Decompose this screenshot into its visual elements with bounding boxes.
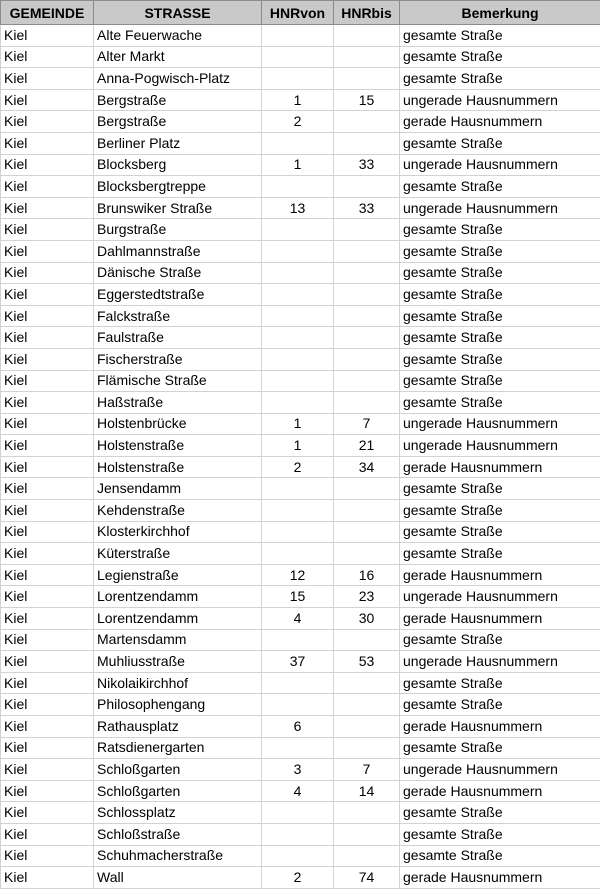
cell-strasse[interactable]: Martensdamm <box>94 629 262 651</box>
cell-strasse[interactable]: Schloßgarten <box>94 780 262 802</box>
cell-hnrvon[interactable] <box>262 694 334 716</box>
cell-hnrvon[interactable] <box>262 240 334 262</box>
table-row <box>1 370 600 392</box>
cell-strasse[interactable]: Wall <box>94 867 262 889</box>
table-row <box>1 176 600 198</box>
cell-bemerkung[interactable]: gesamte Straße <box>400 240 600 262</box>
table-row <box>1 89 600 111</box>
cell-hnrvon[interactable] <box>262 500 334 522</box>
cell-hnrbis[interactable] <box>334 132 400 154</box>
cell-bemerkung[interactable]: gerade Hausnummern <box>400 716 600 738</box>
cell-gemeinde[interactable]: Kiel <box>1 111 94 133</box>
table-row <box>1 759 600 781</box>
cell-bemerkung[interactable]: ungerade Hausnummern <box>400 197 600 219</box>
cell-hnrvon[interactable] <box>262 521 334 543</box>
cell-hnrbis[interactable]: 15 <box>334 89 400 111</box>
table-row <box>1 694 600 716</box>
cell-strasse[interactable]: Jensendamm <box>94 478 262 500</box>
cell-strasse[interactable]: Schloßgarten <box>94 759 262 781</box>
cell-hnrvon[interactable] <box>262 737 334 759</box>
cell-bemerkung[interactable]: gesamte Straße <box>400 694 600 716</box>
table-row <box>1 478 600 500</box>
cell-strasse[interactable]: Bergstraße <box>94 111 262 133</box>
cell-bemerkung[interactable]: gerade Hausnummern <box>400 780 600 802</box>
cell-hnrbis[interactable] <box>334 348 400 370</box>
cell-gemeinde[interactable]: Kiel <box>1 176 94 198</box>
cell-bemerkung[interactable]: gesamte Straße <box>400 521 600 543</box>
cell-hnrbis[interactable] <box>334 327 400 349</box>
cell-strasse[interactable]: Holstenbrücke <box>94 413 262 435</box>
cell-gemeinde[interactable]: Kiel <box>1 823 94 845</box>
cell-strasse[interactable]: Dänische Straße <box>94 262 262 284</box>
cell-hnrbis[interactable] <box>334 802 400 824</box>
cell-hnrbis[interactable] <box>334 629 400 651</box>
cell-gemeinde[interactable]: Kiel <box>1 154 94 176</box>
cell-gemeinde[interactable]: Kiel <box>1 608 94 630</box>
cell-hnrvon[interactable]: 2 <box>262 456 334 478</box>
cell-hnrvon[interactable] <box>262 327 334 349</box>
table-row <box>1 284 600 306</box>
cell-hnrvon[interactable] <box>262 672 334 694</box>
table-row <box>1 500 600 522</box>
cell-hnrbis[interactable] <box>334 68 400 90</box>
header-gemeinde[interactable]: GEMEINDE <box>1 1 94 25</box>
cell-hnrvon[interactable] <box>262 823 334 845</box>
cell-hnrvon[interactable] <box>262 478 334 500</box>
cell-strasse[interactable]: Ratsdienergarten <box>94 737 262 759</box>
cell-hnrbis[interactable]: 33 <box>334 197 400 219</box>
cell-bemerkung[interactable]: gerade Hausnummern <box>400 608 600 630</box>
table-row <box>1 68 600 90</box>
cell-hnrvon[interactable] <box>262 219 334 241</box>
header-strasse[interactable]: STRASSE <box>94 1 262 25</box>
table-row <box>1 413 600 435</box>
cell-hnrbis[interactable]: 21 <box>334 435 400 457</box>
cell-gemeinde[interactable]: Kiel <box>1 262 94 284</box>
cell-bemerkung[interactable]: ungerade Hausnummern <box>400 435 600 457</box>
table-body <box>1 25 600 889</box>
cell-hnrbis[interactable] <box>334 500 400 522</box>
cell-strasse[interactable]: Falckstraße <box>94 305 262 327</box>
cell-hnrbis[interactable]: 34 <box>334 456 400 478</box>
cell-gemeinde[interactable]: Kiel <box>1 219 94 241</box>
cell-bemerkung[interactable]: gesamte Straße <box>400 500 600 522</box>
cell-gemeinde[interactable]: Kiel <box>1 68 94 90</box>
cell-gemeinde[interactable]: Kiel <box>1 284 94 306</box>
cell-hnrbis[interactable] <box>334 284 400 306</box>
cell-hnrbis[interactable]: 16 <box>334 564 400 586</box>
cell-bemerkung[interactable]: ungerade Hausnummern <box>400 651 600 673</box>
cell-hnrvon[interactable]: 4 <box>262 780 334 802</box>
cell-bemerkung[interactable]: gesamte Straße <box>400 284 600 306</box>
cell-hnrvon[interactable]: 15 <box>262 586 334 608</box>
cell-strasse[interactable]: Küterstraße <box>94 543 262 565</box>
table-row <box>1 435 600 457</box>
cell-hnrvon[interactable]: 1 <box>262 435 334 457</box>
cell-bemerkung[interactable]: gesamte Straße <box>400 327 600 349</box>
cell-hnrbis[interactable]: 53 <box>334 651 400 673</box>
table-row <box>1 737 600 759</box>
cell-strasse[interactable]: Bergstraße <box>94 89 262 111</box>
cell-gemeinde[interactable]: Kiel <box>1 25 94 47</box>
cell-hnrbis[interactable] <box>334 176 400 198</box>
cell-hnrbis[interactable] <box>334 46 400 68</box>
cell-hnrbis[interactable] <box>334 111 400 133</box>
cell-hnrbis[interactable] <box>334 716 400 738</box>
cell-bemerkung[interactable]: ungerade Hausnummern <box>400 759 600 781</box>
cell-bemerkung[interactable]: ungerade Hausnummern <box>400 89 600 111</box>
cell-hnrvon[interactable] <box>262 845 334 867</box>
cell-strasse[interactable]: Legienstraße <box>94 564 262 586</box>
table-row <box>1 132 600 154</box>
cell-bemerkung[interactable]: gesamte Straße <box>400 392 600 414</box>
cell-hnrbis[interactable] <box>334 370 400 392</box>
cell-strasse[interactable]: Lorentzendamm <box>94 586 262 608</box>
cell-gemeinde[interactable]: Kiel <box>1 240 94 262</box>
cell-gemeinde[interactable]: Kiel <box>1 521 94 543</box>
table-row <box>1 521 600 543</box>
cell-hnrbis[interactable] <box>334 305 400 327</box>
cell-hnrbis[interactable] <box>334 694 400 716</box>
cell-bemerkung[interactable]: gesamte Straße <box>400 737 600 759</box>
cell-strasse[interactable]: Blocksbergtreppe <box>94 176 262 198</box>
cell-gemeinde[interactable]: Kiel <box>1 478 94 500</box>
cell-hnrvon[interactable] <box>262 543 334 565</box>
cell-bemerkung[interactable]: gesamte Straße <box>400 478 600 500</box>
cell-gemeinde[interactable]: Kiel <box>1 132 94 154</box>
table-row <box>1 327 600 349</box>
cell-hnrbis[interactable]: 74 <box>334 867 400 889</box>
cell-hnrbis[interactable] <box>334 392 400 414</box>
header-bemerkung[interactable]: Bemerkung <box>400 1 600 25</box>
cell-strasse[interactable]: Lorentzendamm <box>94 608 262 630</box>
cell-hnrvon[interactable] <box>262 176 334 198</box>
cell-hnrvon[interactable] <box>262 25 334 47</box>
cell-bemerkung[interactable]: ungerade Hausnummern <box>400 413 600 435</box>
table-row <box>1 240 600 262</box>
cell-gemeinde[interactable]: Kiel <box>1 456 94 478</box>
cell-hnrvon[interactable] <box>262 348 334 370</box>
cell-hnrbis[interactable]: 23 <box>334 586 400 608</box>
cell-gemeinde[interactable]: Kiel <box>1 435 94 457</box>
table-row <box>1 111 600 133</box>
cell-gemeinde[interactable]: Kiel <box>1 629 94 651</box>
cell-hnrvon[interactable]: 2 <box>262 867 334 889</box>
cell-gemeinde[interactable]: Kiel <box>1 413 94 435</box>
table-row <box>1 456 600 478</box>
table-row <box>1 802 600 824</box>
table-row <box>1 25 600 47</box>
cell-gemeinde[interactable]: Kiel <box>1 586 94 608</box>
cell-gemeinde[interactable]: Kiel <box>1 845 94 867</box>
cell-bemerkung[interactable]: gesamte Straße <box>400 132 600 154</box>
cell-gemeinde[interactable]: Kiel <box>1 370 94 392</box>
cell-gemeinde[interactable]: Kiel <box>1 737 94 759</box>
cell-hnrbis[interactable] <box>334 823 400 845</box>
cell-strasse[interactable]: Brunswiker Straße <box>94 197 262 219</box>
cell-bemerkung[interactable]: gesamte Straße <box>400 543 600 565</box>
cell-hnrbis[interactable] <box>334 672 400 694</box>
cell-hnrbis[interactable] <box>334 219 400 241</box>
cell-hnrvon[interactable] <box>262 305 334 327</box>
header-hnrbis[interactable]: HNRbis <box>334 1 400 25</box>
cell-hnrvon[interactable]: 1 <box>262 413 334 435</box>
cell-bemerkung[interactable]: gesamte Straße <box>400 845 600 867</box>
cell-bemerkung[interactable]: gesamte Straße <box>400 262 600 284</box>
table-row <box>1 823 600 845</box>
table-header <box>1 1 600 25</box>
table-row <box>1 564 600 586</box>
cell-hnrvon[interactable] <box>262 629 334 651</box>
cell-bemerkung[interactable]: gesamte Straße <box>400 629 600 651</box>
cell-hnrbis[interactable]: 7 <box>334 759 400 781</box>
cell-strasse[interactable]: Dahlmannstraße <box>94 240 262 262</box>
table-row <box>1 543 600 565</box>
cell-bemerkung[interactable]: gesamte Straße <box>400 68 600 90</box>
table-row <box>1 867 600 889</box>
cell-hnrvon[interactable]: 4 <box>262 608 334 630</box>
cell-gemeinde[interactable]: Kiel <box>1 780 94 802</box>
cell-hnrvon[interactable] <box>262 802 334 824</box>
cell-hnrbis[interactable] <box>334 478 400 500</box>
cell-strasse[interactable]: Rathausplatz <box>94 716 262 738</box>
cell-hnrvon[interactable] <box>262 46 334 68</box>
cell-hnrvon[interactable]: 12 <box>262 564 334 586</box>
cell-gemeinde[interactable]: Kiel <box>1 327 94 349</box>
cell-bemerkung[interactable]: gesamte Straße <box>400 348 600 370</box>
cell-gemeinde[interactable]: Kiel <box>1 392 94 414</box>
cell-strasse[interactable]: Eggerstedtstraße <box>94 284 262 306</box>
cell-strasse[interactable]: Schloßstraße <box>94 823 262 845</box>
cell-hnrbis[interactable] <box>334 262 400 284</box>
table-row <box>1 780 600 802</box>
cell-strasse[interactable]: Alte Feuerwache <box>94 25 262 47</box>
cell-gemeinde[interactable]: Kiel <box>1 759 94 781</box>
cell-gemeinde[interactable]: Kiel <box>1 564 94 586</box>
cell-strasse[interactable]: Flämische Straße <box>94 370 262 392</box>
cell-strasse[interactable]: Faulstraße <box>94 327 262 349</box>
cell-strasse[interactable]: Muhliusstraße <box>94 651 262 673</box>
table-row <box>1 219 600 241</box>
table-row <box>1 586 600 608</box>
cell-gemeinde[interactable]: Kiel <box>1 694 94 716</box>
cell-strasse[interactable]: Schuhmacherstraße <box>94 845 262 867</box>
cell-bemerkung[interactable]: gerade Hausnummern <box>400 111 600 133</box>
cell-hnrbis[interactable]: 7 <box>334 413 400 435</box>
cell-gemeinde[interactable]: Kiel <box>1 89 94 111</box>
cell-hnrbis[interactable] <box>334 521 400 543</box>
cell-bemerkung[interactable]: ungerade Hausnummern <box>400 586 600 608</box>
cell-hnrvon[interactable] <box>262 132 334 154</box>
header-row <box>1 1 600 25</box>
cell-hnrbis[interactable] <box>334 845 400 867</box>
cell-hnrvon[interactable] <box>262 392 334 414</box>
table-row <box>1 629 600 651</box>
table-row <box>1 608 600 630</box>
cell-strasse[interactable]: Philosophengang <box>94 694 262 716</box>
cell-hnrbis[interactable] <box>334 737 400 759</box>
cell-hnrvon[interactable]: 6 <box>262 716 334 738</box>
cell-hnrbis[interactable]: 33 <box>334 154 400 176</box>
cell-hnrvon[interactable]: 1 <box>262 154 334 176</box>
cell-hnrvon[interactable]: 1 <box>262 89 334 111</box>
table-row <box>1 716 600 738</box>
cell-strasse[interactable]: Burgstraße <box>94 219 262 241</box>
cell-hnrvon[interactable] <box>262 68 334 90</box>
table-row <box>1 305 600 327</box>
table-row <box>1 845 600 867</box>
cell-gemeinde[interactable]: Kiel <box>1 716 94 738</box>
cell-bemerkung[interactable]: gerade Hausnummern <box>400 456 600 478</box>
cell-gemeinde[interactable]: Kiel <box>1 651 94 673</box>
cell-strasse[interactable]: Klosterkirchhof <box>94 521 262 543</box>
header-hnrvon[interactable]: HNRvon <box>262 1 334 25</box>
cell-strasse[interactable]: Kehdenstraße <box>94 500 262 522</box>
cell-hnrbis[interactable] <box>334 543 400 565</box>
table-row <box>1 392 600 414</box>
cell-strasse[interactable]: Blocksberg <box>94 154 262 176</box>
table-row <box>1 262 600 284</box>
cell-bemerkung[interactable]: gerade Hausnummern <box>400 867 600 889</box>
cell-bemerkung[interactable]: gesamte Straße <box>400 305 600 327</box>
cell-gemeinde[interactable]: Kiel <box>1 802 94 824</box>
cell-strasse[interactable]: Anna-Pogwisch-Platz <box>94 68 262 90</box>
cell-hnrvon[interactable]: 37 <box>262 651 334 673</box>
cell-strasse[interactable]: Nikolaikirchhof <box>94 672 262 694</box>
cell-gemeinde[interactable]: Kiel <box>1 46 94 68</box>
cell-hnrvon[interactable] <box>262 262 334 284</box>
table-row <box>1 197 600 219</box>
cell-strasse[interactable]: Holstenstraße <box>94 456 262 478</box>
cell-bemerkung[interactable]: gesamte Straße <box>400 46 600 68</box>
cell-gemeinde[interactable]: Kiel <box>1 348 94 370</box>
cell-gemeinde[interactable]: Kiel <box>1 543 94 565</box>
cell-gemeinde[interactable]: Kiel <box>1 672 94 694</box>
table-row <box>1 651 600 673</box>
cell-strasse[interactable]: Haßstraße <box>94 392 262 414</box>
cell-hnrbis[interactable]: 14 <box>334 780 400 802</box>
cell-strasse[interactable]: Schlossplatz <box>94 802 262 824</box>
cell-hnrbis[interactable] <box>334 240 400 262</box>
cell-strasse[interactable]: Berliner Platz <box>94 132 262 154</box>
cell-bemerkung[interactable]: gesamte Straße <box>400 176 600 198</box>
cell-bemerkung[interactable]: gesamte Straße <box>400 25 600 47</box>
cell-bemerkung[interactable]: gesamte Straße <box>400 672 600 694</box>
cell-hnrvon[interactable]: 2 <box>262 111 334 133</box>
cell-hnrvon[interactable]: 3 <box>262 759 334 781</box>
cell-hnrvon[interactable]: 13 <box>262 197 334 219</box>
cell-bemerkung[interactable]: ungerade Hausnummern <box>400 154 600 176</box>
table-row <box>1 348 600 370</box>
cell-strasse[interactable]: Alter Markt <box>94 46 262 68</box>
cell-hnrvon[interactable] <box>262 284 334 306</box>
cell-strasse[interactable]: Fischerstraße <box>94 348 262 370</box>
table-row <box>1 154 600 176</box>
cell-gemeinde[interactable]: Kiel <box>1 500 94 522</box>
cell-bemerkung[interactable]: gesamte Straße <box>400 219 600 241</box>
cell-hnrvon[interactable] <box>262 370 334 392</box>
cell-hnrbis[interactable]: 30 <box>334 608 400 630</box>
cell-bemerkung[interactable]: gesamte Straße <box>400 823 600 845</box>
cell-gemeinde[interactable]: Kiel <box>1 305 94 327</box>
cell-strasse[interactable]: Holstenstraße <box>94 435 262 457</box>
table-row <box>1 46 600 68</box>
cell-gemeinde[interactable]: Kiel <box>1 867 94 889</box>
cell-bemerkung[interactable]: gerade Hausnummern <box>400 564 600 586</box>
cell-bemerkung[interactable]: gesamte Straße <box>400 370 600 392</box>
cell-gemeinde[interactable]: Kiel <box>1 197 94 219</box>
cell-bemerkung[interactable]: gesamte Straße <box>400 802 600 824</box>
cell-hnrbis[interactable] <box>334 25 400 47</box>
table-row <box>1 672 600 694</box>
